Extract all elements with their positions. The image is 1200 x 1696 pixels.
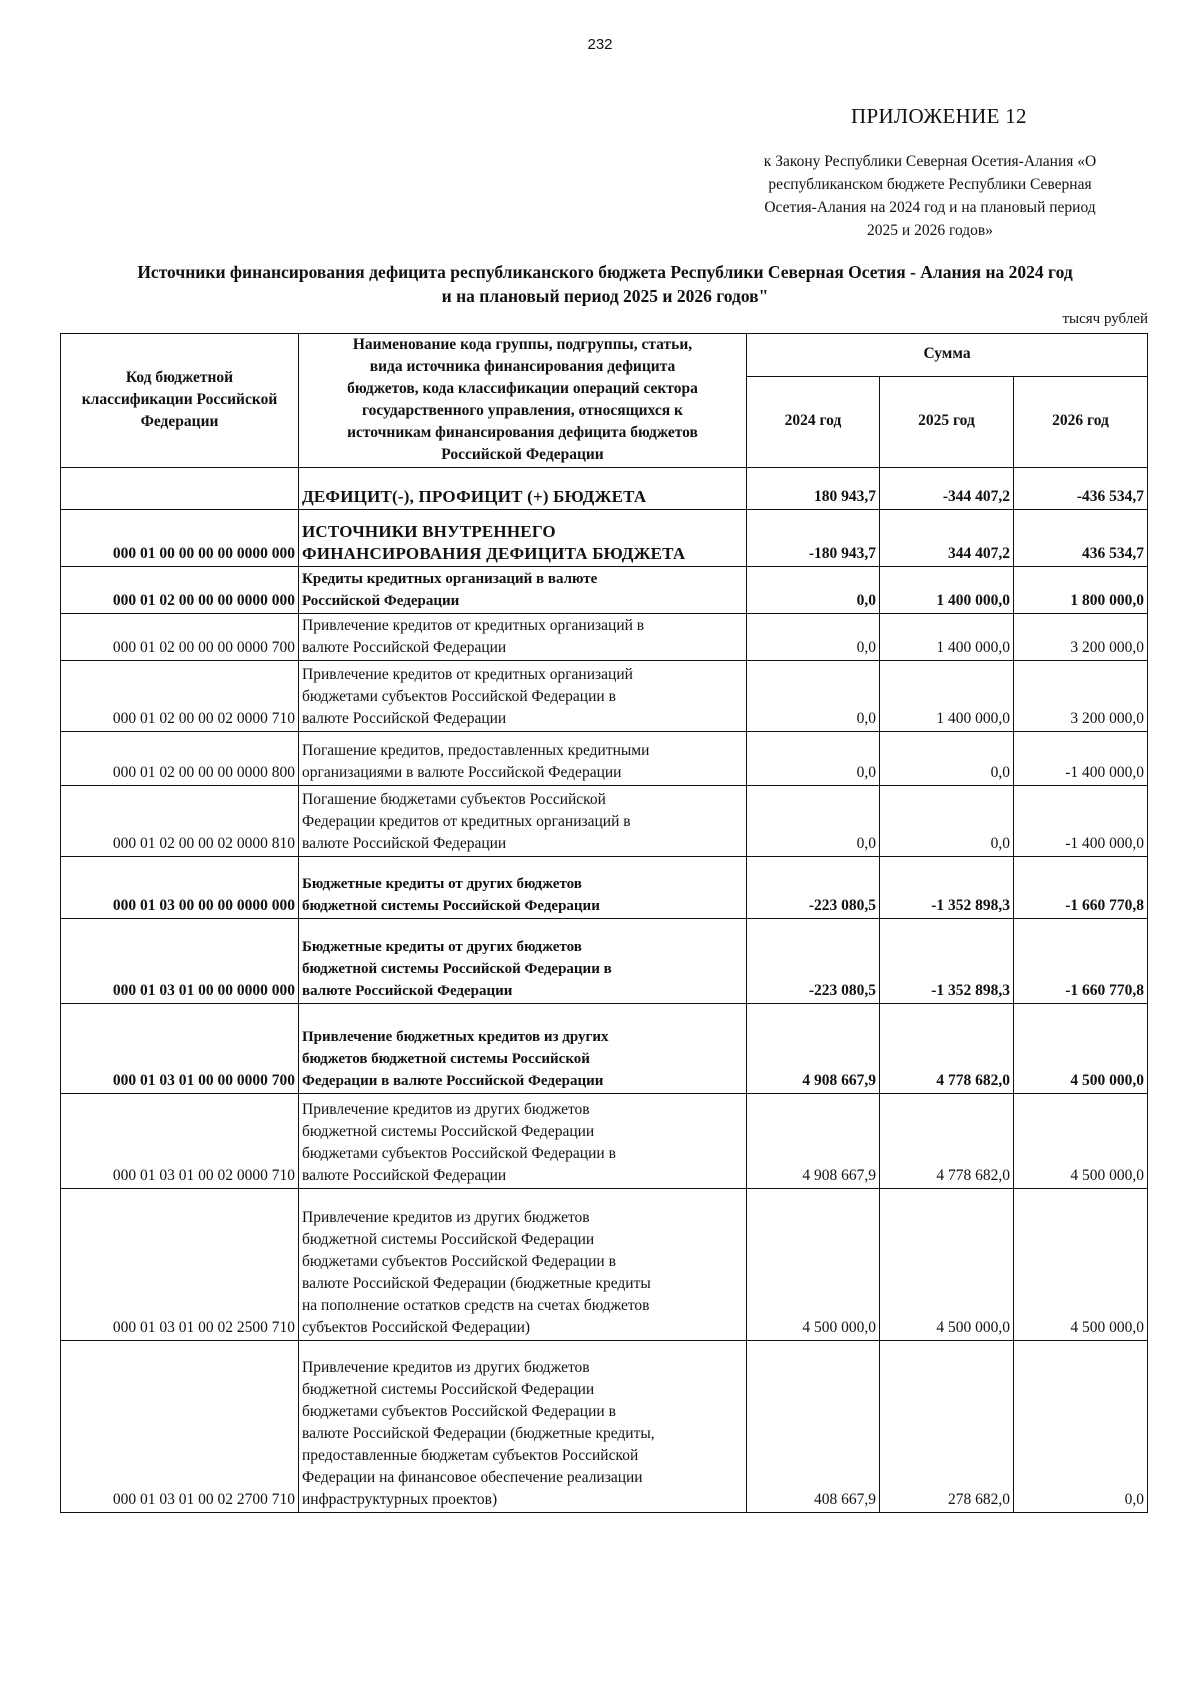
table-row bbox=[61, 567, 1148, 614]
cell-name bbox=[299, 468, 747, 510]
cell-name-line: инфраструктурных проектов) bbox=[302, 1491, 498, 1508]
cell-amount-2025: 1 400 000,0 bbox=[880, 567, 1014, 614]
cell-name-line: субъектов Российской Федерации) bbox=[302, 1319, 531, 1336]
cell-amount-2024: 4 908 667,9 bbox=[747, 1094, 880, 1189]
cell-name bbox=[299, 661, 747, 732]
table-row bbox=[61, 1004, 1148, 1094]
cell-code: 000 01 03 01 00 02 0000 710 bbox=[61, 1094, 299, 1189]
cell-amount-2025: 0,0 bbox=[880, 786, 1014, 857]
header-year-2025: 2025 год bbox=[880, 376, 1014, 467]
header-name-line: государственного управления, относящихся к bbox=[362, 402, 683, 419]
table-row bbox=[61, 786, 1148, 857]
cell-name-line: бюджетов бюджетной системы Российской bbox=[302, 1051, 590, 1067]
table-row bbox=[61, 614, 1148, 661]
header-year-2024: 2024 год bbox=[747, 376, 880, 467]
cell-name-line: Привлечение кредитов от кредитных организаций bbox=[302, 666, 633, 683]
appendix-note bbox=[720, 150, 1140, 242]
cell-code: 000 01 02 00 00 02 0000 710 bbox=[61, 661, 299, 732]
cell-amount-2024: 0,0 bbox=[747, 614, 880, 661]
cell-amount-2026: -436 534,7 bbox=[1014, 468, 1148, 510]
units-label: тысяч рублей bbox=[1062, 311, 1148, 327]
cell-amount-2026: -1 660 770,8 bbox=[1014, 919, 1148, 1004]
table-row bbox=[61, 857, 1148, 919]
cell-name-line: валюте Российской Федерации bbox=[302, 983, 513, 999]
cell-name-line: бюджетной системы Российской Федерации в bbox=[302, 961, 612, 977]
table-row bbox=[61, 468, 1148, 510]
cell-name-line: валюте Российской Федерации bbox=[302, 1167, 507, 1184]
table-header-row bbox=[61, 334, 1148, 377]
cell-amount-2025: 344 407,2 bbox=[880, 510, 1014, 567]
cell-amount-2026: -1 400 000,0 bbox=[1014, 732, 1148, 786]
cell-name-line: Погашение бюджетами субъектов Российской bbox=[302, 791, 606, 808]
cell-code: 000 01 02 00 00 00 0000 800 bbox=[61, 732, 299, 786]
table-row bbox=[61, 1341, 1148, 1513]
cell-name-line: бюджетами субъектов Российской Федерации в bbox=[302, 1403, 616, 1420]
cell-name-line: Федерации на финансовое обеспечение реализации bbox=[302, 1469, 643, 1486]
cell-name-line: Привлечение бюджетных кредитов из других bbox=[302, 1029, 609, 1045]
cell-code: 000 01 02 00 00 02 0000 810 bbox=[61, 786, 299, 857]
cell-amount-2025: 0,0 bbox=[880, 732, 1014, 786]
cell-name-line: Российской Федерации bbox=[302, 593, 460, 609]
cell-amount-2026: 0,0 bbox=[1014, 1341, 1148, 1513]
cell-name-line: ИСТОЧНИКИ ВНУТРЕННЕГО bbox=[302, 522, 556, 541]
page-number: 232 bbox=[587, 36, 613, 53]
appendix-title: ПРИЛОЖЕНИЕ 12 bbox=[851, 104, 1027, 128]
cell-amount-2026: 4 500 000,0 bbox=[1014, 1004, 1148, 1094]
cell-name-line: Привлечение кредитов из других бюджетов bbox=[302, 1209, 590, 1226]
document-title-line: и на плановый период 2025 и 2026 годов" bbox=[441, 286, 769, 306]
cell-name-line: на пополнение остатков средств на счетах бюджетов bbox=[302, 1297, 650, 1314]
cell-name-line: ФИНАНСИРОВАНИЯ ДЕФИЦИТА БЮДЖЕТА bbox=[302, 544, 686, 563]
cell-amount-2025: 278 682,0 bbox=[880, 1341, 1014, 1513]
cell-amount-2024: 0,0 bbox=[747, 567, 880, 614]
cell-name-line: Федерации кредитов от кредитных организаций в bbox=[302, 813, 631, 830]
cell-amount-2025: 1 400 000,0 bbox=[880, 661, 1014, 732]
cell-name-line: валюте Российской Федерации bbox=[302, 710, 507, 727]
cell-name bbox=[299, 510, 747, 567]
cell-amount-2026: 1 800 000,0 bbox=[1014, 567, 1148, 614]
cell-name-line: предоставленные бюджетам субъектов Российской bbox=[302, 1447, 639, 1464]
cell-code: 000 01 03 01 00 00 0000 700 bbox=[61, 1004, 299, 1094]
table-row bbox=[61, 1094, 1148, 1189]
cell-name bbox=[299, 786, 747, 857]
cell-amount-2025: 4 500 000,0 bbox=[880, 1189, 1014, 1341]
budget-sources-table bbox=[60, 333, 1148, 1513]
cell-name bbox=[299, 732, 747, 786]
header-name-line: Российской Федерации bbox=[441, 446, 604, 463]
table-row bbox=[61, 661, 1148, 732]
cell-amount-2024: 4 500 000,0 bbox=[747, 1189, 880, 1341]
header-code-line: Федерации bbox=[140, 413, 219, 430]
cell-name-line: Погашение кредитов, предоставленных кредитными bbox=[302, 742, 650, 759]
cell-name-line: бюджетной системы Российской Федерации bbox=[302, 1381, 595, 1398]
cell-name-line: валюте Российской Федерации (бюджетные кредиты, bbox=[302, 1425, 655, 1442]
table-body bbox=[61, 468, 1148, 1513]
cell-name bbox=[299, 1341, 747, 1513]
cell-amount-2026: 4 500 000,0 bbox=[1014, 1094, 1148, 1189]
header-name-line: бюджетов, кода классификации операций сектора bbox=[347, 380, 698, 397]
cell-code: 000 01 03 01 00 00 0000 000 bbox=[61, 919, 299, 1004]
cell-name-line: валюте Российской Федерации bbox=[302, 835, 507, 852]
cell-name bbox=[299, 1004, 747, 1094]
cell-name-line: валюте Российской Федерации bbox=[302, 639, 507, 656]
cell-name-line: Федерации в валюте Российской Федерации bbox=[302, 1073, 604, 1089]
header-name-line: вида источника финансирования дефицита bbox=[369, 358, 676, 375]
cell-amount-2024: -180 943,7 bbox=[747, 510, 880, 567]
cell-code bbox=[61, 468, 299, 510]
appendix-note-line: к Закону Республики Северная Осетия-Алания «О bbox=[763, 153, 1097, 170]
cell-amount-2024: 0,0 bbox=[747, 732, 880, 786]
cell-name-line: бюджетами субъектов Российской Федерации в bbox=[302, 1253, 616, 1270]
document-title-line: Источники финансирования дефицита республиканского бюджета Республики Северная Осетия - Алания на 2024 год bbox=[137, 262, 1073, 282]
cell-amount-2025: 4 778 682,0 bbox=[880, 1004, 1014, 1094]
cell-amount-2025: -344 407,2 bbox=[880, 468, 1014, 510]
cell-name-line: Бюджетные кредиты от других бюджетов bbox=[302, 939, 582, 955]
cell-name-line: бюджетной системы Российской Федерации bbox=[302, 1231, 595, 1248]
cell-name bbox=[299, 1189, 747, 1341]
table-row bbox=[61, 510, 1148, 567]
cell-amount-2024: 408 667,9 bbox=[747, 1341, 880, 1513]
header-year-2026: 2026 год bbox=[1014, 376, 1148, 467]
cell-amount-2026: 4 500 000,0 bbox=[1014, 1189, 1148, 1341]
cell-name-line: Привлечение кредитов из других бюджетов bbox=[302, 1359, 590, 1376]
header-sum: Сумма bbox=[747, 334, 1148, 377]
appendix-note-line: республиканском бюджете Республики Северная bbox=[768, 176, 1092, 193]
cell-name-line: Привлечение кредитов от кредитных организаций в bbox=[302, 617, 645, 634]
cell-name-line: Привлечение кредитов из других бюджетов bbox=[302, 1101, 590, 1118]
cell-amount-2025: 1 400 000,0 bbox=[880, 614, 1014, 661]
cell-code: 000 01 03 01 00 02 2500 710 bbox=[61, 1189, 299, 1341]
header-name-line: Наименование кода группы, подгруппы, статьи, bbox=[352, 336, 693, 353]
appendix-note-line: Осетия-Алания на 2024 год и на плановый период bbox=[764, 199, 1096, 216]
cell-name-line: бюджетной системы Российской Федерации bbox=[302, 898, 600, 914]
cell-amount-2025: 4 778 682,0 bbox=[880, 1094, 1014, 1189]
table-row bbox=[61, 919, 1148, 1004]
cell-name-line: Бюджетные кредиты от других бюджетов bbox=[302, 876, 582, 892]
cell-amount-2024: 180 943,7 bbox=[747, 468, 880, 510]
cell-amount-2026: -1 400 000,0 bbox=[1014, 786, 1148, 857]
header-name-line: источникам финансирования дефицита бюджетов bbox=[347, 424, 698, 441]
cell-code: 000 01 00 00 00 00 0000 000 bbox=[61, 510, 299, 567]
appendix-note-line: 2025 и 2026 годов» bbox=[867, 222, 993, 239]
cell-amount-2024: 0,0 bbox=[747, 786, 880, 857]
cell-amount-2026: 3 200 000,0 bbox=[1014, 614, 1148, 661]
header-name bbox=[299, 334, 747, 468]
cell-code: 000 01 03 00 00 00 0000 000 bbox=[61, 857, 299, 919]
header-code bbox=[61, 334, 299, 468]
header-code-line: классификации Российской bbox=[81, 391, 278, 408]
header-code-line: Код бюджетной bbox=[125, 369, 234, 386]
table-row bbox=[61, 1189, 1148, 1341]
cell-name bbox=[299, 614, 747, 661]
cell-name-line: организациями в валюте Российской Федерации bbox=[302, 764, 622, 781]
cell-amount-2024: 0,0 bbox=[747, 661, 880, 732]
cell-name bbox=[299, 1094, 747, 1189]
cell-name bbox=[299, 567, 747, 614]
cell-name-line: бюджетами субъектов Российской Федерации в bbox=[302, 1145, 616, 1162]
cell-amount-2024: -223 080,5 bbox=[747, 919, 880, 1004]
cell-amount-2025: -1 352 898,3 bbox=[880, 857, 1014, 919]
cell-amount-2026: 436 534,7 bbox=[1014, 510, 1148, 567]
cell-name-line: бюджетами субъектов Российской Федерации в bbox=[302, 688, 616, 705]
cell-name-line: валюте Российской Федерации (бюджетные кредиты bbox=[302, 1275, 651, 1292]
cell-amount-2024: -223 080,5 bbox=[747, 857, 880, 919]
cell-amount-2026: 3 200 000,0 bbox=[1014, 661, 1148, 732]
cell-name-line: ДЕФИЦИТ(-), ПРОФИЦИТ (+) БЮДЖЕТА bbox=[302, 487, 647, 506]
cell-amount-2026: -1 660 770,8 bbox=[1014, 857, 1148, 919]
cell-amount-2024: 4 908 667,9 bbox=[747, 1004, 880, 1094]
cell-name bbox=[299, 857, 747, 919]
document-title bbox=[60, 260, 1150, 308]
cell-name bbox=[299, 919, 747, 1004]
cell-name-line: бюджетной системы Российской Федерации bbox=[302, 1123, 595, 1140]
cell-code: 000 01 03 01 00 02 2700 710 bbox=[61, 1341, 299, 1513]
cell-amount-2025: -1 352 898,3 bbox=[880, 919, 1014, 1004]
cell-code: 000 01 02 00 00 00 0000 700 bbox=[61, 614, 299, 661]
cell-name-line: Кредиты кредитных организаций в валюте bbox=[302, 571, 598, 587]
cell-code: 000 01 02 00 00 00 0000 000 bbox=[61, 567, 299, 614]
table-row bbox=[61, 732, 1148, 786]
